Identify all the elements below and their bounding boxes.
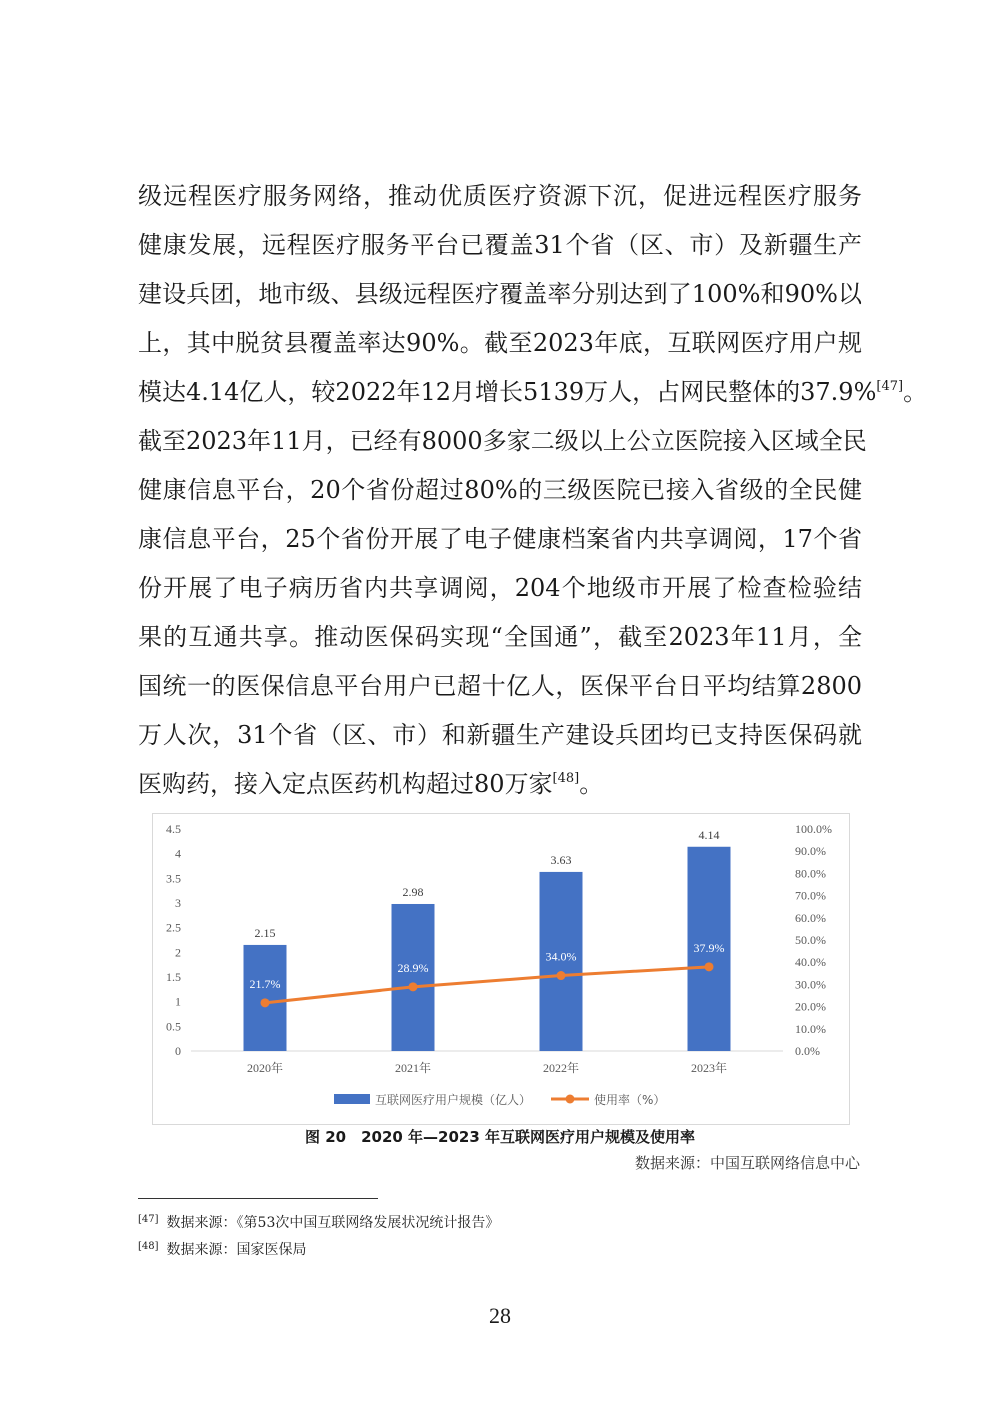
body-line: 健康发展，远程医疗服务平台已覆盖31个省（区、市）及新疆生产 bbox=[138, 231, 862, 259]
y-right-tick-label: 80.0% bbox=[795, 866, 826, 881]
footnote-text: 数据来源：国家医保局 bbox=[166, 1242, 307, 1258]
y-left-tick-label: 1.5 bbox=[166, 970, 181, 984]
y-left-tick-label: 1 bbox=[175, 994, 181, 1009]
body-line bbox=[138, 368, 928, 417]
body-line-text: 医购药，接入定点医药机构超过80万家 bbox=[138, 770, 553, 798]
figure-caption: 图 20 2020 年—2023 年互联网医疗用户规模及使用率 bbox=[304, 1128, 696, 1146]
y-left-tick-label: 0.5 bbox=[166, 1019, 181, 1034]
y-right-tick-label: 90.0% bbox=[795, 844, 826, 859]
chart-frame bbox=[152, 813, 850, 1125]
footnote-ref[interactable]: [47] bbox=[876, 379, 904, 394]
usage-rate-line bbox=[265, 967, 709, 1003]
y-right-tick-label: 40.0% bbox=[795, 955, 826, 970]
bar-value-label: 2.98 bbox=[402, 884, 424, 899]
footnote-mark: [47] bbox=[138, 1214, 159, 1225]
bar bbox=[392, 904, 435, 1051]
legend-label: 互联网医疗用户规模（亿人） bbox=[375, 1093, 532, 1107]
line-value-label: 21.7% bbox=[249, 976, 281, 991]
y-left-tick-label: 2.5 bbox=[166, 920, 181, 935]
legend-label: 使用率（%） bbox=[594, 1093, 666, 1107]
footnote bbox=[138, 1239, 307, 1259]
line-value-label: 37.9% bbox=[693, 940, 725, 955]
bar-value-label: 2.15 bbox=[254, 925, 276, 940]
body-line: 万人次，31个省（区、市）和新疆生产建设兵团均已支持医保码就 bbox=[138, 721, 862, 749]
body-line-tail: 。 bbox=[579, 770, 604, 798]
line-value-label: 34.0% bbox=[545, 949, 577, 964]
legend-line-marker bbox=[566, 1095, 575, 1104]
legend-bar-swatch bbox=[334, 1094, 370, 1104]
page-number: 28 bbox=[489, 1303, 511, 1328]
footnote-divider bbox=[138, 1198, 378, 1199]
bar-value-label: 4.14 bbox=[698, 827, 720, 842]
footnote-mark: [48] bbox=[138, 1241, 159, 1252]
bar-value-label: 3.63 bbox=[550, 852, 572, 867]
y-right-tick-label: 30.0% bbox=[795, 977, 826, 992]
y-left-tick-label: 4.5 bbox=[166, 822, 181, 836]
line-point bbox=[409, 982, 418, 991]
body-line bbox=[138, 760, 862, 809]
y-left-tick-label: 0 bbox=[175, 1044, 181, 1058]
body-line: 份开展了电子病历省内共享调阅，204个地级市开展了检查检验结 bbox=[138, 574, 862, 602]
body-line: 建设兵团，地市级、县级远程医疗覆盖率分别达到了100%和90%以 bbox=[138, 280, 862, 308]
footnote-ref[interactable]: [48] bbox=[552, 771, 580, 786]
y-right-tick-label: 50.0% bbox=[795, 933, 826, 947]
body-line: 国统一的医保信息平台用户已超十亿人，医保平台日平均结算2800 bbox=[138, 672, 862, 700]
body-line: 截至2023年11月，已经有8000多家二级以上公立医院接入区域全民 bbox=[138, 427, 867, 455]
footnote-text: 数据来源：《第53次中国互联网络发展状况统计报告》 bbox=[166, 1215, 500, 1231]
data-source: 数据来源：中国互联网络信息中心 bbox=[634, 1154, 860, 1172]
body-line: 上，其中脱贫县覆盖率达90%。截至2023年底，互联网医疗用户规 bbox=[138, 329, 862, 357]
x-tick-label: 2021年 bbox=[394, 1061, 432, 1075]
body-paragraph bbox=[138, 172, 928, 809]
y-left-tick-label: 3.5 bbox=[166, 871, 181, 886]
x-tick-label: 2022年 bbox=[542, 1061, 580, 1075]
x-tick-label: 2020年 bbox=[246, 1061, 284, 1075]
bar bbox=[244, 945, 287, 1051]
combo-chart bbox=[153, 814, 849, 1124]
body-line: 级远程医疗服务网络，推动优质医疗资源下沉，促进远程医疗服务 bbox=[138, 182, 862, 210]
body-line: 康信息平台，25个省份开展了电子健康档案省内共享调阅，17个省 bbox=[138, 525, 862, 553]
y-right-tick-label: 60.0% bbox=[795, 910, 826, 925]
line-point bbox=[261, 998, 270, 1007]
body-line: 健康信息平台，20个省份超过80%的三级医院已接入省级的全民健 bbox=[138, 476, 862, 504]
y-left-tick-label: 3 bbox=[175, 896, 181, 910]
y-right-tick-label: 10.0% bbox=[795, 1021, 826, 1036]
body-line: 果的互通共享。推动医保码实现“全国通”，截至2023年11月，全 bbox=[138, 623, 862, 651]
y-right-tick-label: 70.0% bbox=[795, 888, 826, 903]
x-tick-label: 2023年 bbox=[690, 1061, 728, 1075]
body-line-text: 模达4.14亿人，较2022年12月增长5139万人，占网民整体的37.9% bbox=[138, 378, 877, 406]
line-value-label: 28.9% bbox=[397, 960, 429, 975]
y-right-tick-label: 0.0% bbox=[795, 1044, 820, 1058]
y-right-tick-label: 20.0% bbox=[795, 999, 826, 1014]
footnote bbox=[138, 1212, 499, 1232]
y-right-tick-label: 100.0% bbox=[795, 822, 832, 836]
line-point bbox=[705, 962, 714, 971]
body-line-tail: 。 bbox=[903, 378, 928, 406]
line-point bbox=[557, 971, 566, 980]
y-left-tick-label: 4 bbox=[175, 846, 181, 861]
y-left-tick-label: 2 bbox=[175, 945, 181, 960]
